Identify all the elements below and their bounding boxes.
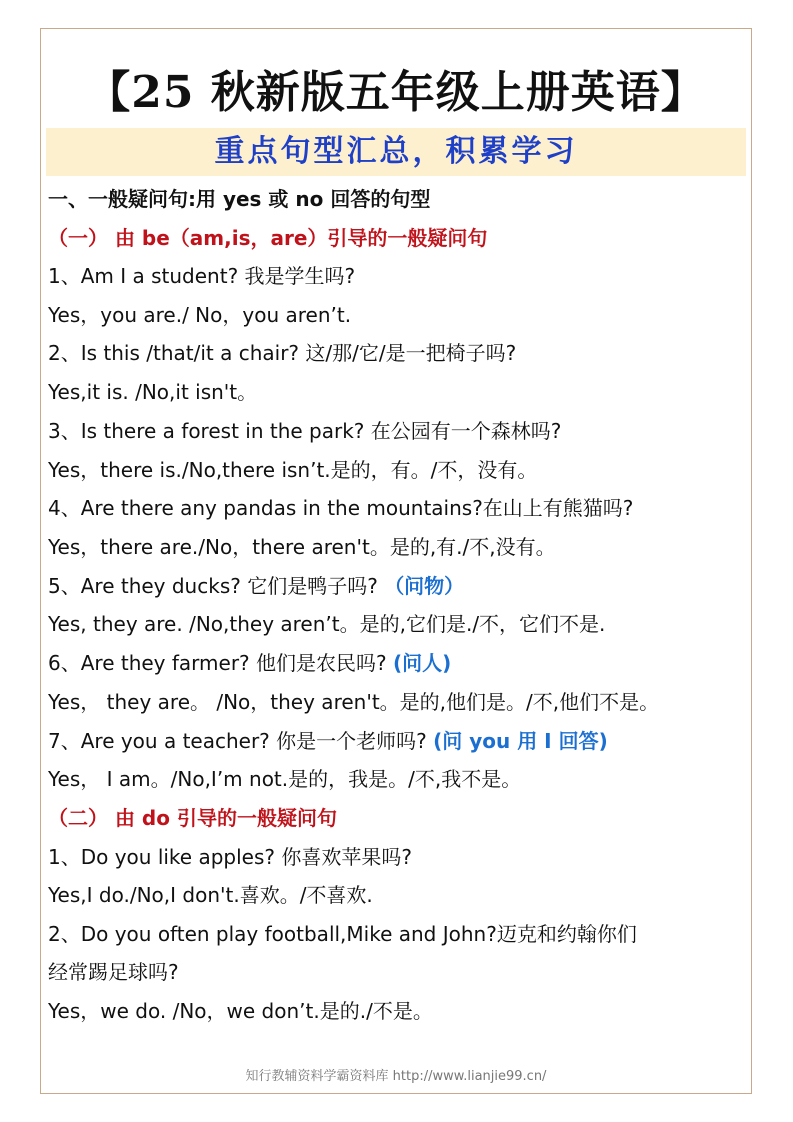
question-text: 5、Are they ducks? 它们是鸭子吗? <box>48 574 378 598</box>
answer-line-7: Yes， I am。/No,I’m not.是的，我是。/不,我不是。 <box>48 767 522 791</box>
text-line: Yes,I do./No,I don't.喜欢。/不喜欢. <box>48 883 373 907</box>
page-title: 【25 秋新版五年级上册英语】 <box>86 67 706 118</box>
text-line: 4、Are there any pandas in the mountains?在山上有熊猫吗? <box>48 496 634 520</box>
text-line: Yes，we do. /No，we don’t.是的./不是。 <box>48 999 433 1023</box>
page-subtitle: 重点句型汇总，积累学习 <box>214 134 578 169</box>
text-line: 经常踢足球吗? <box>48 960 179 984</box>
question-note: （问物） <box>384 574 465 598</box>
question-line-5 <box>48 571 464 601</box>
subsection-heading-be: （一） 由 be（am,is，are）引导的一般疑问句 <box>48 226 488 250</box>
footer-watermark: 知行教辅资料学霸资料库 http://www.lianjie99.cn/ <box>245 1069 547 1084</box>
text-line: 1、Do you like apples? 你喜欢苹果吗? <box>48 845 412 869</box>
text-line: Yes，there are./No，there aren't。是的,有./不,没有。 <box>48 535 556 559</box>
question-text: 6、Are they farmer? 他们是农民吗? <box>48 651 387 675</box>
text-line: 1、Am I a student? 我是学生吗? <box>48 264 356 288</box>
text-line: 3、Is there a forest in the park? 在公园有一个森林吗? <box>48 419 562 443</box>
text-line: Yes，you are./ No，you aren’t. <box>48 303 352 327</box>
subsection-heading-do: （二） 由 do 引导的一般疑问句 <box>48 806 337 830</box>
section-heading-1: 一、一般疑问句:用 yes 或 no 回答的句型 <box>48 187 431 211</box>
text-line: 2、Is this /that/it a chair? 这/那/它/是一把椅子吗? <box>48 341 517 365</box>
text-line: Yes,it is. /No,it isn't。 <box>48 380 258 404</box>
question-note: (问人) <box>393 651 452 675</box>
question-line-6 <box>48 648 451 678</box>
question-note: (问 you 用 I 回答) <box>433 729 608 753</box>
answer-line-6: Yes， they are。 /No，they aren't。是的,他们是。/不,他们不是。 <box>48 690 660 714</box>
text-line: 2、Do you often play football,Mike and John?迈克和约翰你们 <box>48 922 637 946</box>
question-text: 7、Are you a teacher? 你是一个老师吗? <box>48 729 427 753</box>
question-line-7 <box>48 726 608 756</box>
answer-line-5: Yes, they are. /No,they aren’t。是的,它们是./不，它们不是. <box>48 612 606 636</box>
text-line: Yes，there is./No,there isn’t.是的，有。/不，没有。 <box>48 458 538 482</box>
